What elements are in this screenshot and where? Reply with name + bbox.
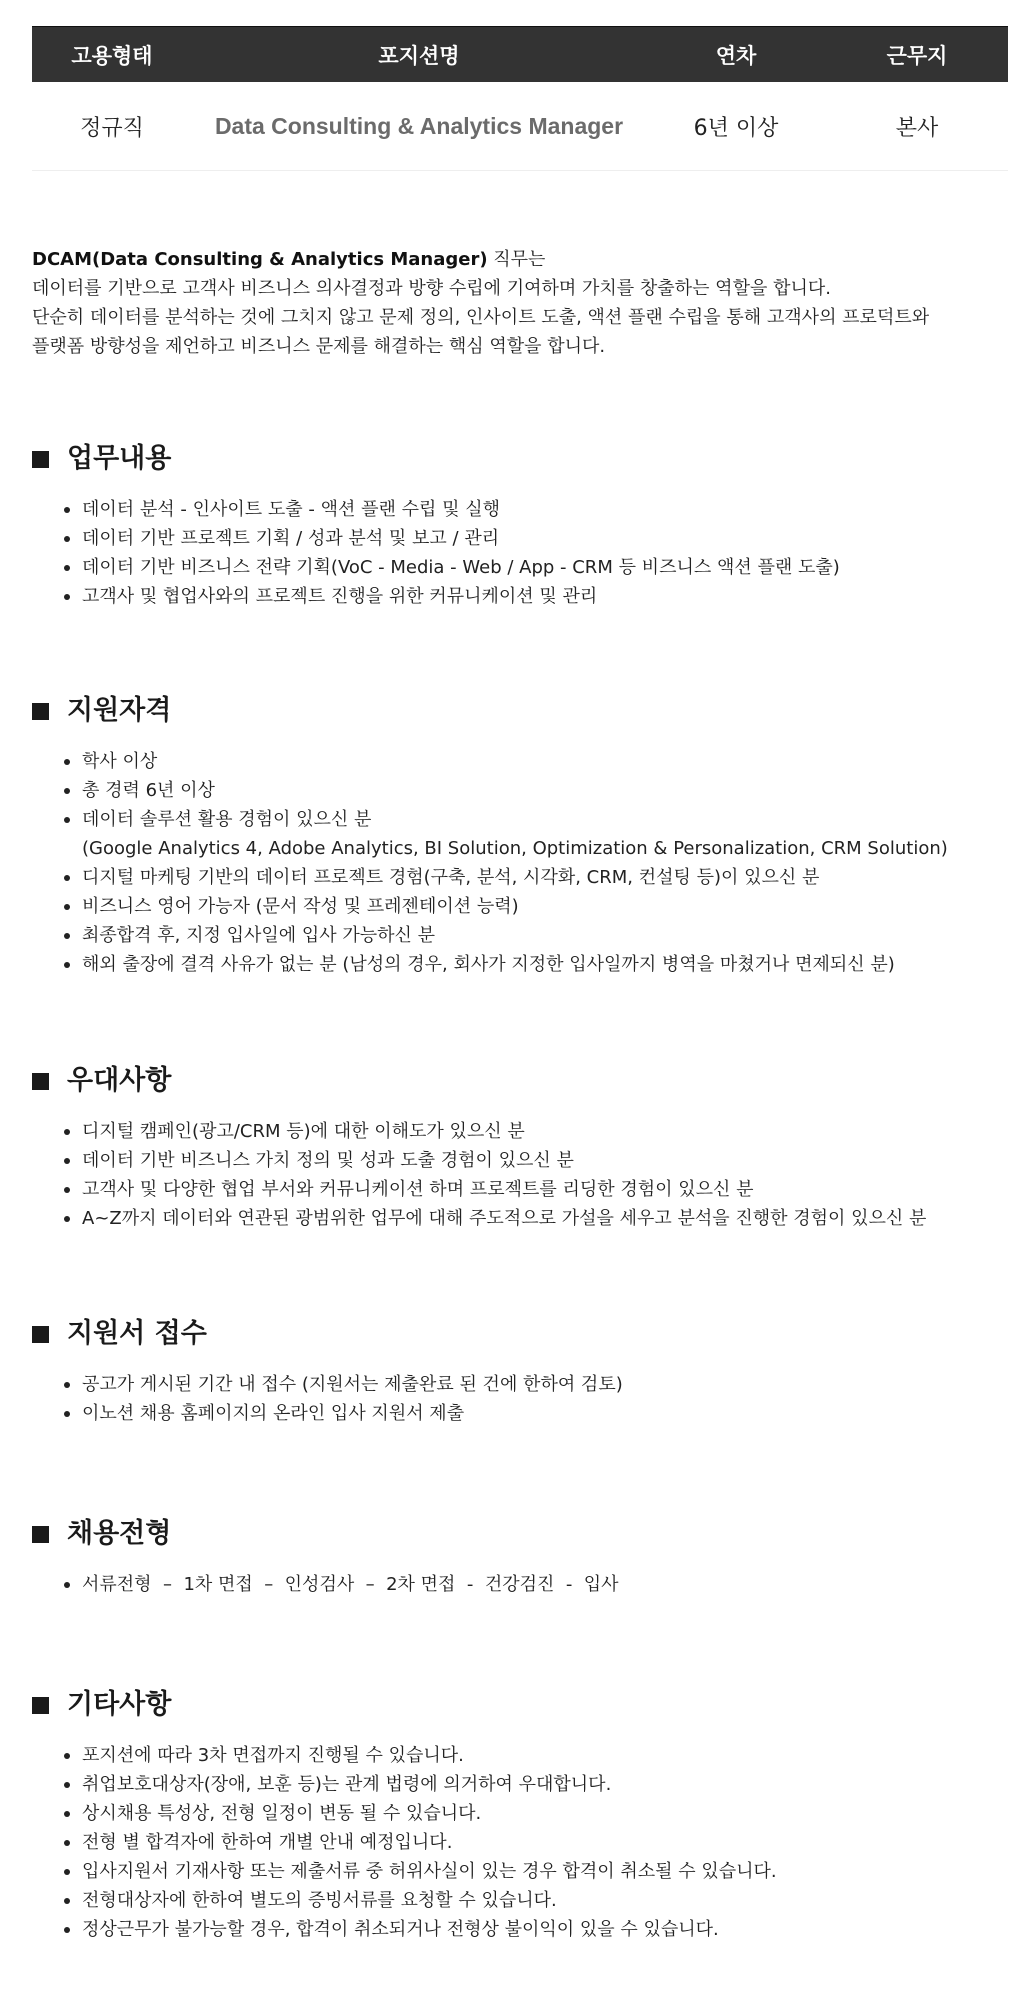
section-title-text: 기타사항 [67,1689,172,1720]
qualifications-list [32,747,1012,979]
list-item: 데이터 분석 - 인사이트 도출 - 액션 플랜 수립 및 실행 [64,495,1012,524]
square-bullet-icon [32,703,49,720]
list-item: 고객사 및 다양한 협업 부서와 커뮤니케이션 하며 프로젝트를 리딩한 경험이 있으신 분 [64,1175,1012,1204]
list-item: 해외 출장에 결격 사유가 없는 분 (남성의 경우, 회사가 지정한 입사일까지 병역을 마쳤거나 면제되신 분) [64,950,1012,979]
section-others [32,1687,1012,1944]
square-bullet-icon [32,1697,49,1714]
employment-type-cell: 정규직 [32,82,192,171]
intro-line-4: 플랫폼 방향성을 제언하고 비즈니스 문제를 해결하는 핵심 역할을 합니다. [32,336,606,357]
intro-line-2: 데이터를 기반으로 고객사 비즈니스 의사결정과 방향 수립에 기여하며 가치를 창출하는 역할을 합니다. [32,278,831,299]
list-item: 디지털 캠페인(광고/CRM 등)에 대한 이해도가 있으신 분 [64,1117,1012,1146]
years-cell: 6년 이상 [646,82,826,171]
list-item: 이노션 채용 홈페이지의 온라인 입사 지원서 제출 [64,1399,1012,1428]
header-employment-type: 고용형태 [32,27,192,83]
list-item: 총 경력 6년 이상 [64,776,1012,805]
square-bullet-icon [32,1073,49,1090]
list-item [64,805,1012,863]
others-list [32,1741,1012,1944]
square-bullet-icon [32,1526,49,1543]
intro-line-1 [32,245,1012,274]
section-title-text: 지원자격 [67,695,172,726]
intro-role-name: DCAM(Data Consulting & Analytics Manager) [32,249,488,270]
preferred-list [32,1117,1012,1233]
section-title [32,1316,1012,1352]
square-bullet-icon [32,451,49,468]
section-title-text: 업무내용 [67,443,172,474]
table-header-row [32,27,1008,83]
list-item: 입사지원서 기재사항 또는 제출서류 중 허위사실이 있는 경우 합격이 취소될 수 있습니다. [64,1857,1012,1886]
list-item: 디지털 마케팅 기반의 데이터 프로젝트 경험(구축, 분석, 시각화, CRM, 컨설팅 등)이 있으신 분 [64,863,1012,892]
intro-role-suffix: 직무는 [487,249,546,270]
list-item: 데이터 기반 비즈니스 전략 기획(VoC - Media - Web / App - CRM 등 비즈니스 액션 플랜 도출) [64,553,1012,582]
list-item: 공고가 게시된 기간 내 접수 (지원서는 제출완료 된 건에 한하여 검토) [64,1370,1012,1399]
header-years: 연차 [646,27,826,83]
location-cell: 본사 [826,82,1008,171]
intro-line-3: 단순히 데이터를 분석하는 것에 그치지 않고 문제 정의, 인사이트 도출, 액션 플랜 수립을 통해 고객사의 프로덕트와 [32,307,930,328]
header-location: 근무지 [826,27,1008,83]
job-summary-table [32,26,1008,171]
list-item: 전형대상자에 한하여 별도의 증빙서류를 요청할 수 있습니다. [64,1886,1012,1915]
process-list [32,1570,1012,1599]
section-application [32,1316,1012,1428]
section-title [32,1687,1012,1723]
position-name-cell: Data Consulting & Analytics Manager [192,82,646,171]
application-list [32,1370,1012,1428]
section-title [32,441,1012,477]
list-item: 서류전형 – 1차 면접 – 인성검사 – 2차 면접 - 건강검진 - 입사 [64,1570,1012,1599]
list-item: 최종합격 후, 지정 입사일에 입사 가능하신 분 [64,921,1012,950]
section-title-text: 우대사항 [67,1065,172,1096]
list-item: A~Z까지 데이터와 연관된 광범위한 업무에 대해 주도적으로 가설을 세우고 분석을 진행한 경험이 있으신 분 [64,1204,1012,1233]
list-item-text: 데이터 솔루션 활용 경험이 있으신 분 [82,809,372,830]
section-process [32,1516,1012,1599]
header-position-name: 포지션명 [192,27,646,83]
section-duties [32,441,1012,611]
list-item: 상시채용 특성상, 전형 일정이 변동 될 수 있습니다. [64,1799,1012,1828]
solution-examples: (Google Analytics 4, Adobe Analytics, BI Solution, Optimization & Personalization, CRM Solution) [82,838,948,859]
list-item: 학사 이상 [64,747,1012,776]
role-intro [32,245,1012,361]
list-item: 데이터 기반 프로젝트 기획 / 성과 분석 및 보고 / 관리 [64,524,1012,553]
list-item: 취업보호대상자(장애, 보훈 등)는 관계 법령에 의거하여 우대합니다. [64,1770,1012,1799]
duties-list [32,495,1012,611]
section-title [32,693,1012,729]
list-item: 데이터 기반 비즈니스 가치 정의 및 성과 도출 경험이 있으신 분 [64,1146,1012,1175]
list-item: 정상근무가 불가능할 경우, 합격이 취소되거나 전형상 불이익이 있을 수 있습니다. [64,1915,1012,1944]
list-item: 고객사 및 협업사와의 프로젝트 진행을 위한 커뮤니케이션 및 관리 [64,582,1012,611]
list-item: 포지션에 따라 3차 면접까지 진행될 수 있습니다. [64,1741,1012,1770]
section-title [32,1516,1012,1552]
section-title-text: 채용전형 [67,1518,172,1549]
list-item: 전형 별 합격자에 한하여 개별 안내 예정입니다. [64,1828,1012,1857]
square-bullet-icon [32,1326,49,1343]
table-row [32,82,1008,171]
section-title [32,1063,1012,1099]
section-title-text: 지원서 접수 [67,1318,207,1349]
section-qualifications [32,693,1012,979]
section-preferred [32,1063,1012,1233]
list-item: 비즈니스 영어 가능자 (문서 작성 및 프레젠테이션 능력) [64,892,1012,921]
